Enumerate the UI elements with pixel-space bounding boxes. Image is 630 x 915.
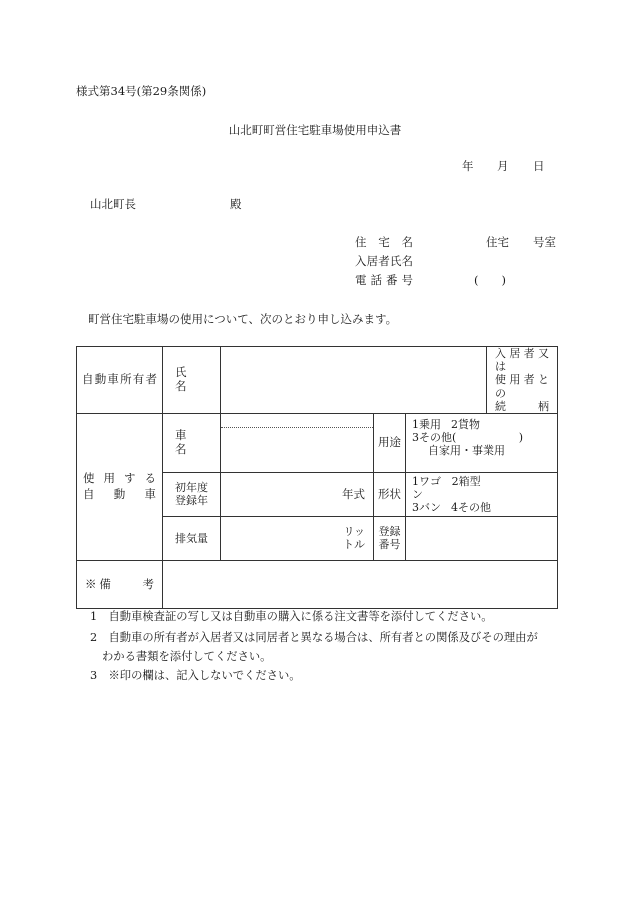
- date-year-label: 年: [462, 159, 474, 173]
- displacement-label: 排気量: [163, 516, 221, 560]
- usage-option-passenger[interactable]: 1乗用: [412, 417, 441, 431]
- usage-label: 用途: [374, 413, 406, 472]
- remarks-label: ※備 考: [85, 576, 154, 591]
- date-day-label: 日: [533, 159, 545, 173]
- usage-options-cell[interactable]: [406, 413, 558, 472]
- addressee: 山北町長: [90, 197, 136, 211]
- form-id: 様式第34号(第29条関係): [76, 84, 207, 98]
- owner-name-label: 氏 名: [175, 365, 198, 393]
- car-name-label: 車 名: [175, 428, 198, 456]
- note-2: 2 自動車の所有者が入居者又は同居者と異なる場合は、所有者との関係及びその理由が: [90, 631, 538, 644]
- owner-label-cell: [77, 347, 163, 414]
- plate-number-field[interactable]: [406, 516, 558, 560]
- first-registration-label-line1: 初年度: [175, 481, 208, 495]
- car-name-field[interactable]: [221, 413, 374, 472]
- application-table: [76, 346, 558, 609]
- house-name-label: 住宅名: [355, 235, 413, 249]
- owner-name-label-cell: [163, 347, 221, 414]
- plate-number-label-cell: [374, 516, 406, 560]
- vehicle-label-line2: 自動車: [83, 486, 156, 501]
- phone-area-parens: ( ): [474, 273, 506, 287]
- phone-label: 電話番号: [355, 273, 413, 287]
- note-1: 1 自動車検査証の写し又は自動車の購入に係る注文書等を添付してください。: [90, 610, 493, 623]
- note-2-continued: わかる書類を添付してください。: [102, 650, 272, 663]
- furigana-dotted-line: [221, 427, 373, 428]
- honorific: 殿: [230, 197, 242, 211]
- resident-name-label: 入居者氏名: [355, 254, 413, 268]
- shape-option-box[interactable]: 2箱型: [451, 474, 481, 488]
- house-suffix: 住宅: [486, 235, 509, 249]
- room-suffix: 号室: [533, 235, 556, 249]
- owner-label: 自動車所有者: [82, 372, 157, 387]
- model-year-unit: 年式: [342, 486, 365, 501]
- relation-label-line2: 使用者との: [495, 373, 550, 400]
- plate-number-label-line1: 登録: [378, 525, 401, 539]
- usage-option-cargo[interactable]: 2貨物: [451, 417, 481, 431]
- first-registration-label-cell: [163, 472, 221, 516]
- first-registration-label-line2: 登録年: [175, 494, 208, 508]
- first-registration-field[interactable]: [221, 472, 374, 516]
- usage-option-private-business[interactable]: 自家用・事業用: [428, 444, 505, 458]
- displacement-field[interactable]: [221, 516, 374, 560]
- usage-option-other-close: ): [518, 431, 524, 445]
- vehicle-label-cell: [77, 413, 163, 560]
- relation-label-line3: 続 柄: [495, 399, 550, 413]
- document-title: 山北町町営住宅駐車場使用申込書: [228, 123, 402, 137]
- shape-option-van[interactable]: 3バン: [412, 501, 441, 515]
- note-3: 3 ※印の欄は、記入しないでください。: [90, 669, 301, 682]
- car-name-label-cell: [163, 413, 221, 472]
- remarks-label-cell: [77, 560, 163, 608]
- owner-name-field[interactable]: [221, 347, 487, 414]
- date-month-label: 月: [497, 159, 509, 173]
- shape-label: 形状: [374, 472, 406, 516]
- shape-option-other[interactable]: 4その他: [451, 501, 492, 515]
- relation-label-cell: [487, 347, 558, 414]
- plate-number-label-line2: 番号: [378, 538, 401, 552]
- vehicle-label-line1: 使用する: [83, 471, 156, 486]
- displacement-unit-line1: リッ: [343, 525, 365, 539]
- shape-option-wagon[interactable]: 1ワゴン: [412, 474, 441, 501]
- relation-label-line1: 入居者又は: [495, 347, 550, 374]
- displacement-unit-line2: トル: [343, 538, 365, 552]
- intro-text: 町営住宅駐車場の使用について、次のとおり申し込みます。: [88, 312, 398, 326]
- shape-options-cell[interactable]: [406, 472, 558, 516]
- remarks-field: [163, 560, 558, 608]
- usage-option-other[interactable]: 3その他(: [412, 431, 457, 445]
